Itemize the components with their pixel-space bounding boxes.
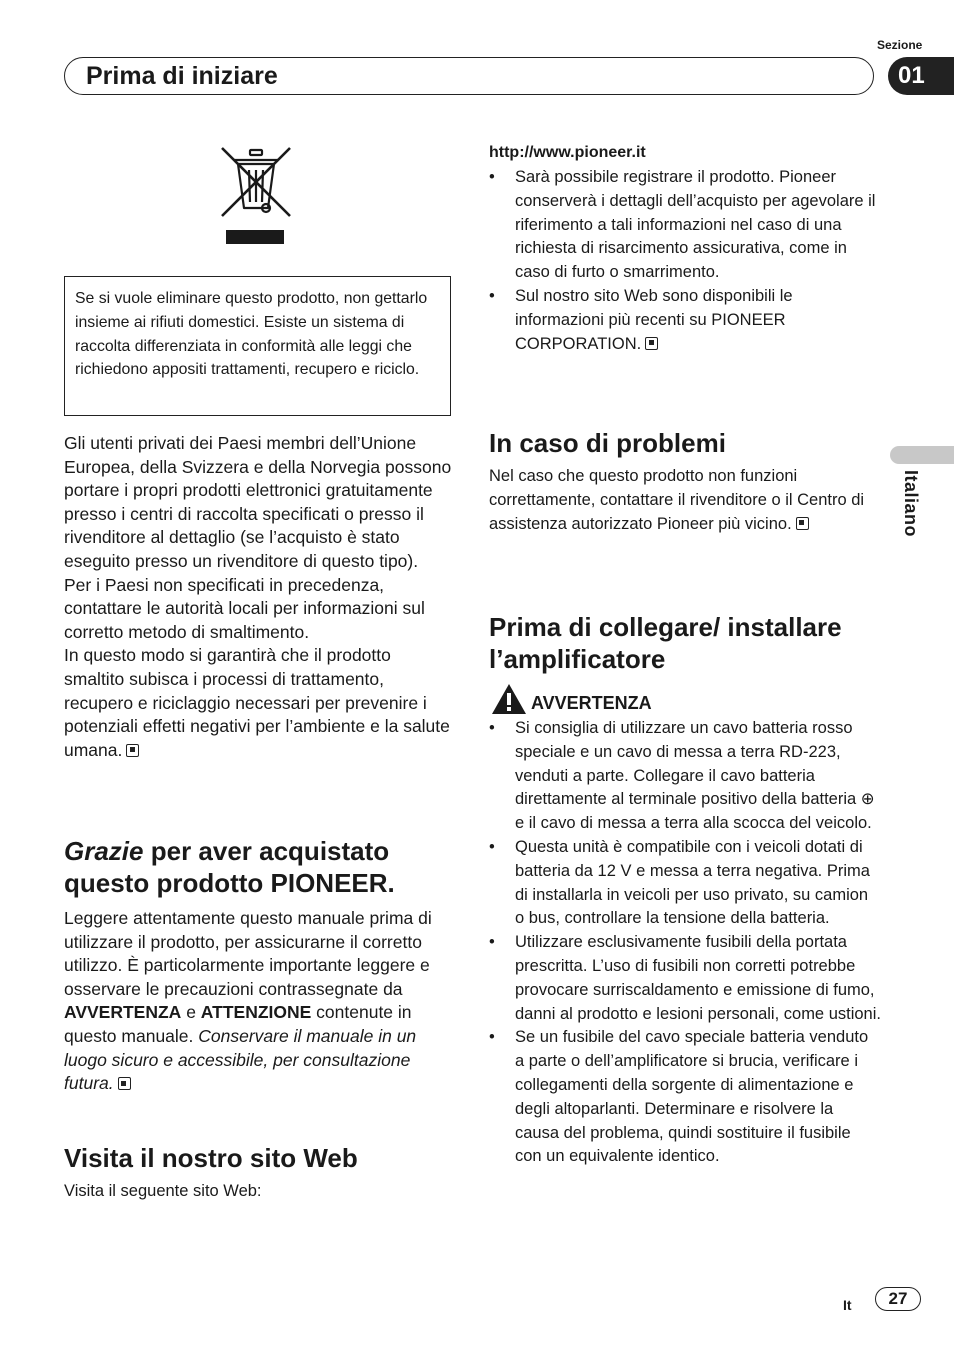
thanks-heading-rest: per aver acquistato questo prodotto PIONEER. (64, 836, 395, 898)
list-item-text: Si consiglia di utilizzare un cavo batteria rosso speciale e un cavo di messa a terra RD-223, venduti a parte. Collegare il cavo batteria direttamente al terminale positivo della batteria ⊕ e il cavo di messa a terra alla scocca del veicolo. (515, 719, 875, 833)
visit-text: Visita il seguente sito Web: (64, 1182, 262, 1200)
visit-section (64, 1142, 452, 1204)
bullet-icon: • (489, 168, 495, 186)
thanks-section (64, 835, 452, 1096)
list-item (489, 166, 881, 285)
end-mark-icon (645, 337, 658, 350)
thanks-text-c: contenute in questo manuale. (64, 1002, 412, 1046)
language-tab-label: Italiano (901, 470, 921, 538)
thanks-text (64, 907, 452, 1096)
list-item (489, 931, 881, 1026)
disposal-paragraph-3-text: In questo modo si garantirà che il prodotto smaltito subisca i processi di trattamento, recupero e riciclaggio necessari per prevenire i potenziali effetti negativi per l’ambiente e la salute umana. (64, 645, 450, 760)
language-tab-marker (890, 446, 954, 464)
pioneer-url-link[interactable]: http://www.pioneer.it (489, 144, 646, 161)
bullet-icon: • (489, 933, 495, 952)
list-item (489, 717, 881, 836)
problems-section (489, 427, 881, 536)
list-item-text: Sarà possibile registrare il prodotto. Pioneer conserverà i dettagli dell’acquisto per agevolare il riferimento a tali informazioni nel caso di una richiesta di risarcimento assicurativa, come in caso di furto o smarrimento. (515, 168, 876, 282)
end-mark-icon (796, 517, 809, 530)
url-section (489, 144, 881, 356)
bullet-icon: • (489, 719, 495, 737)
thanks-bold-warning: AVVERTENZA (64, 1002, 182, 1023)
disposal-paragraph-2: Per i Paesi non specificati in precedenza, contattare le autorità locali per informazioni sul corretto metodo di smaltimento. (64, 574, 425, 642)
disposal-notice-text: Se si vuole eliminare questo prodotto, non gettarlo insieme ai rifiuti domestici. Esiste un sistema di raccolta differenziata in conformità alle leggi che richiedono appositi trattamenti, recupero e riciclo. (75, 290, 428, 379)
warning-bullet-list (489, 717, 881, 1169)
install-heading: Prima di collegare/ installare l’amplificatore (489, 612, 842, 674)
visit-heading: Visita il nostro sito Web (64, 1143, 358, 1173)
thanks-italic-note: Conservare il manuale in un luogo sicuro e accessibile, per consultazione futura. (64, 1025, 417, 1094)
thanks-heading (64, 835, 452, 899)
disposal-info (64, 432, 452, 762)
page-number: 27 (875, 1287, 921, 1311)
list-item-text: Utilizzare esclusivamente fusibili della portata prescritta. L’uso di fusibili non corretti potrebbe provocare surriscaldamento e emissione di fumo, danni al prodotto e lesioni personali, come ustioni. (515, 933, 881, 1023)
disposal-paragraph-3 (64, 644, 452, 762)
list-item-text: Se un fusibile del cavo speciale batteria venduto a parte o dell’amplificatore si brucia, verificare i collegamenti della sorgente di alimentazione e degli altoparlanti. Determinare e risolvere la causa del problema, quindi sostituire il fusibile con un equivalente identico. (515, 1028, 869, 1166)
sezione-label: Sezione (877, 38, 923, 52)
list-item (489, 1026, 881, 1169)
footer-language-code: It (843, 1297, 852, 1313)
problems-text-body: Nel caso che questo prodotto non funzioni correttamente, contattare il rivenditore o il Centro di assistenza autorizzato Pioneer più vicino. (489, 467, 865, 533)
problems-heading: In caso di problemi (489, 428, 726, 458)
warning-triangle-icon (491, 683, 527, 715)
bullet-icon: • (489, 837, 495, 856)
problems-text (489, 465, 881, 536)
list-item (489, 836, 881, 931)
thanks-text-b: e (181, 1002, 201, 1023)
install-section (489, 611, 881, 1169)
warning-header (489, 683, 881, 715)
thanks-text-a: Leggere attentamente questo manuale prima di utilizzare il prodotto, per assicurarne il corretto utilizzo. È particolarmente importante leggere e osservare le precauzioni contrassegnate da (64, 908, 432, 999)
list-item-text: Questa unità è compatibile con i veicoli dotati di batteria da 12 V e messa a terra negativa. Prima di installarla in veicoli per uso privato, su camion o bus, controllare la tensione della batteria. (515, 837, 870, 928)
disposal-notice-box (64, 276, 451, 416)
list-item-text: Sul nostro sito Web sono disponibili le informazioni più recenti su PIONEER CORPORATION. (515, 286, 793, 353)
list-item (489, 285, 881, 356)
section-title: Prima di iniziare (86, 62, 278, 90)
thanks-bold-caution: ATTENZIONE (200, 1002, 312, 1023)
warning-title: AVVERTENZA (531, 693, 652, 713)
url-bullet-list (489, 166, 881, 356)
disposal-paragraph-1: Gli utenti privati dei Paesi membri dell’Unione Europea, della Svizzera e della Norvegia possono portare i propri prodotti elettronici gratuitamente presso i centri di raccolta specificati o presso il rivenditore al dettaglio (se l’acquisto è stato eseguito presso un rivenditore di questo tipo). (64, 433, 452, 571)
bullet-icon: • (489, 1028, 495, 1047)
end-mark-icon (126, 744, 139, 757)
end-mark-icon (118, 1077, 131, 1090)
sezione-number: 01 (888, 57, 954, 95)
bullet-icon: • (489, 286, 495, 305)
thanks-heading-italic: Grazie (64, 836, 144, 866)
weee-bin-icon (220, 146, 292, 251)
